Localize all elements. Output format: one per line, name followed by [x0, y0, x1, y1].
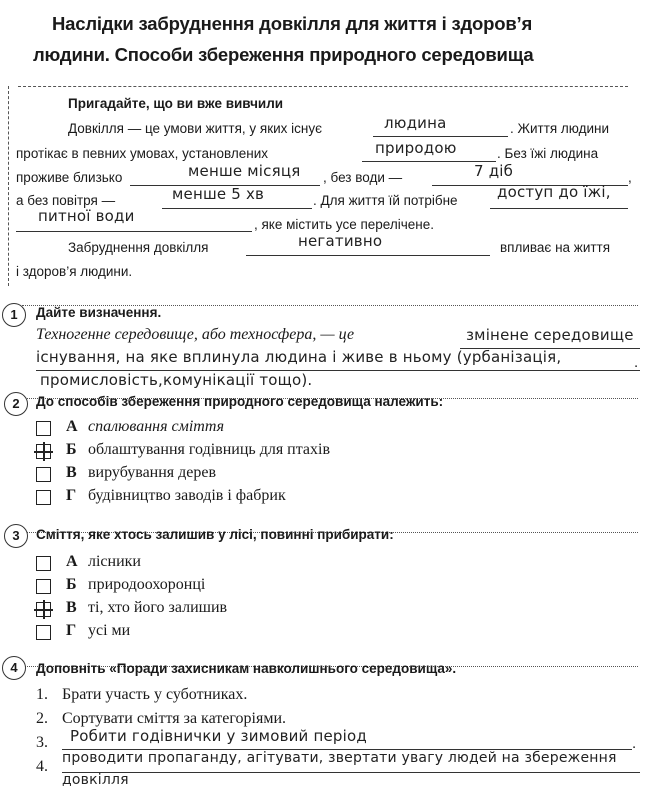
task4-item2-text: Сортувати сміття за категоріями.: [62, 710, 287, 727]
task1-answer-c[interactable]: промисловість,комунікації тощо).: [40, 371, 313, 389]
recall-line4-mid: . Для життя їй потрібне: [313, 193, 458, 208]
answer6-field-b[interactable]: питної води: [38, 207, 135, 225]
task3-option-letter-1: А: [66, 553, 78, 570]
recall-line1-tail: . Життя людини: [510, 121, 610, 136]
task1-answer-b[interactable]: існування, на яке вплинула людина і живе в ньому (урбанізація,: [36, 348, 562, 366]
answer4-field[interactable]: 7 діб: [474, 162, 514, 180]
answer7-field[interactable]: негативно: [298, 232, 383, 250]
task3-option-text-1: лісники: [88, 553, 141, 570]
task2-option-text-3: вирубування дерев: [88, 464, 217, 481]
answer1-field[interactable]: людина: [384, 114, 447, 132]
task3-option-text-3: ті, хто його залишив: [88, 599, 228, 616]
recall-line5-tail: , яке містить усе перелічене.: [254, 217, 434, 232]
answer6-line-a: [490, 208, 628, 209]
task2-number: 2: [4, 392, 28, 416]
answer6-line-b: [16, 231, 252, 232]
task4-item3-text[interactable]: Робити годівнички у зимовий період: [70, 727, 367, 745]
task3-prompt: Сміття, яке хтось залишив у лісі, повинні прибирати:: [36, 527, 394, 542]
task3-option-letter-4: Г: [66, 622, 77, 639]
page-title-line-1: Наслідки забруднення довкілля для життя і здоров’я: [52, 13, 533, 34]
page-title-line-2: людини. Способи збереження природного середовища: [33, 44, 534, 65]
task2-option-text-2: облаштування годівниць для птахів: [88, 441, 331, 458]
task2-option-letter-1: А: [66, 418, 78, 435]
task2-option-letter-4: Г: [66, 487, 77, 504]
task3-option-text-2: природоохоронці: [88, 576, 206, 593]
task4-prompt: Доповніть «Поради захисникам навколишнього середовища».: [36, 661, 457, 676]
task2-option-text-4: будівництво заводів і фабрик: [88, 487, 286, 504]
task2-prompt: До способів збереження природного середовища належить:: [36, 394, 444, 409]
task3-option-text-4: усі ми: [88, 622, 131, 639]
recall-line1-text: Довкілля — це умови життя, у яких існує: [68, 121, 322, 136]
task4-item3-num: 3.: [36, 734, 48, 751]
answer5-field[interactable]: менше 5 хв: [172, 185, 265, 203]
answer6-field-a[interactable]: доступ до їжі,: [497, 183, 611, 201]
task4-item2-num: 2.: [36, 710, 48, 727]
recall-line3-tail: ,: [628, 170, 632, 185]
task1-term: Техногенне середовище, або техносфера, — це: [36, 326, 355, 343]
recall-line6-text: Забруднення довкілля: [68, 240, 209, 255]
task4-item4-text[interactable]: проводити пропаганду, агітувати, звертати увагу людей на збереження: [62, 750, 617, 766]
task4-item4-continuation[interactable]: довкілля: [62, 772, 129, 788]
task1-end-mark: .: [634, 354, 639, 371]
recall-line6-tail: впливає на життя: [500, 240, 611, 255]
task4-item4-line: [62, 772, 640, 773]
task2-checkbox-1[interactable]: [36, 421, 51, 436]
recall-box-top-border: [18, 86, 628, 87]
recall-line7-text: і здоров’я людини.: [16, 264, 133, 279]
task3-option-letter-2: Б: [66, 576, 77, 593]
task2-checkbox-2[interactable]: [36, 444, 51, 459]
task3-checkbox-3[interactable]: [36, 602, 51, 617]
recall-line3-mid: , без води —: [323, 170, 403, 185]
answer2-field[interactable]: природою: [375, 139, 457, 157]
task2-checkbox-3[interactable]: [36, 467, 51, 482]
task1-prompt: Дайте визначення.: [36, 305, 162, 320]
task3-number: 3: [4, 524, 28, 548]
task3-checkbox-1[interactable]: [36, 556, 51, 571]
task4-item1-num: 1.: [36, 686, 48, 703]
task2-option-letter-2: Б: [66, 441, 77, 458]
task2-option-letter-3: В: [66, 464, 77, 481]
task4-item4-num: 4.: [36, 758, 48, 775]
recall-line2-tail: . Без їжі людина: [497, 146, 599, 161]
task1-number: 1: [2, 303, 26, 327]
answer5-line: [162, 208, 312, 209]
recall-line2-text: протікає в певних умовах, установлених: [16, 146, 268, 161]
answer3-field[interactable]: менше місяця: [188, 162, 301, 180]
recall-line3-text: проживе близько: [16, 170, 123, 185]
recall-box-left-border: [8, 86, 9, 286]
task4-number: 4: [2, 656, 26, 680]
task1-answer-a[interactable]: змінене середовище: [466, 326, 634, 344]
task2-option-text-1: спалювання сміття: [88, 418, 225, 435]
task2-checkbox-4[interactable]: [36, 490, 51, 505]
task3-option-letter-3: В: [66, 599, 77, 616]
recall-heading: Пригадайте, що ви вже вивчили: [68, 96, 284, 111]
task3-checkbox-4[interactable]: [36, 625, 51, 640]
task4-item1-text: Брати участь у суботниках.: [62, 686, 248, 703]
task4-item3-end: .: [632, 735, 637, 752]
answer7-line: [246, 255, 490, 256]
task3-checkbox-2[interactable]: [36, 579, 51, 594]
answer1-line: [373, 136, 508, 137]
recall-line4-text: а без повітря —: [16, 193, 116, 208]
